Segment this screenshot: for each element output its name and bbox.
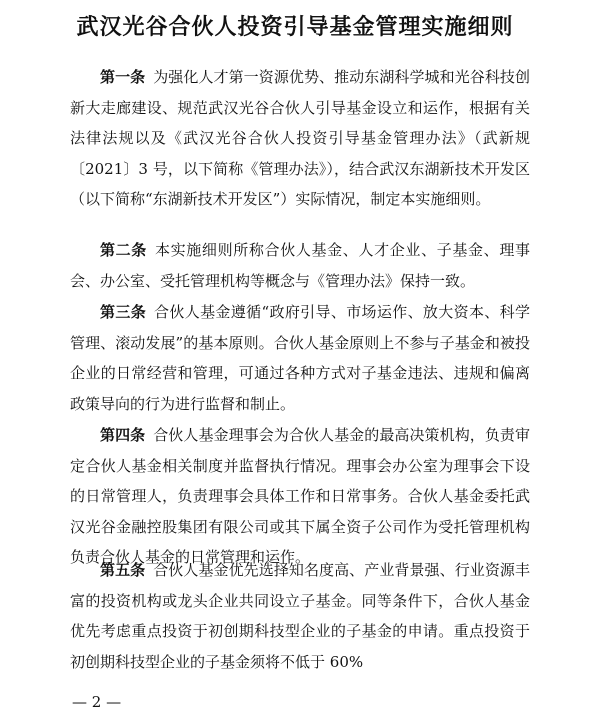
article-4 (70, 420, 530, 573)
page-title: 武汉光谷合伙人投资引导基金管理实施细则 (76, 14, 514, 40)
page-number: — 2 — (72, 693, 122, 711)
article-5 (70, 555, 530, 677)
article-label: 第四条 (100, 426, 146, 444)
article-1 (70, 62, 530, 215)
article-text: 本实施细则所称合伙人基金、人才企业、子基金、理事会、办公室、受托管理机构等概念与《管理办法》保持一致。 (70, 241, 530, 290)
article-2 (70, 235, 530, 296)
article-label: 第二条 (100, 241, 147, 259)
article-text: 为强化人才第一资源优势、推动东湖科学城和光谷科技创新大走廊建设、规范武汉光谷合伙人引导基金设立和运作，根据有关法律法规以及《武汉光谷合伙人投资引导基金管理办法》（武新规〔2021〕3 号，以下简称《管理办法》），结合武汉东湖新技术开发区（以下简称“东湖新技术开发区”）实际情况，制定本实施细则。 (70, 68, 530, 208)
article-label: 第一条 (100, 68, 146, 86)
article-text: 合伙人基金优先选择知名度高、产业背景强、行业资源丰富的投资机构或龙头企业共同设立子基金。同等条件下，合伙人基金优先考虑重点投资于初创期科技型企业的子基金的申请。重点投资于初创期科技型企业的子基金须将不低于 60% (70, 561, 530, 671)
article-3 (70, 297, 530, 419)
article-text: 合伙人基金理事会为合伙人基金的最高决策机构，负责审定合伙人基金相关制度并监督执行情况。理事会办公室为理事会下设的日常管理人，负责理事会具体工作和日常事务。合伙人基金委托武汉光谷金融控股集团有限公司或其下属全资子公司作为受托管理机构负责合伙人基金的日常管理和运作。 (70, 426, 530, 566)
article-label: 第三条 (100, 303, 147, 321)
article-label: 第五条 (100, 561, 146, 579)
article-text: 合伙人基金遵循“政府引导、市场运作、放大资本、科学管理、滚动发展”的基本原则。合伙人基金原则上不参与子基金和被投企业的日常经营和管理，可通过各种方式对子基金违法、违规和偏离政策导向的行为进行监督和制止。 (70, 303, 530, 413)
